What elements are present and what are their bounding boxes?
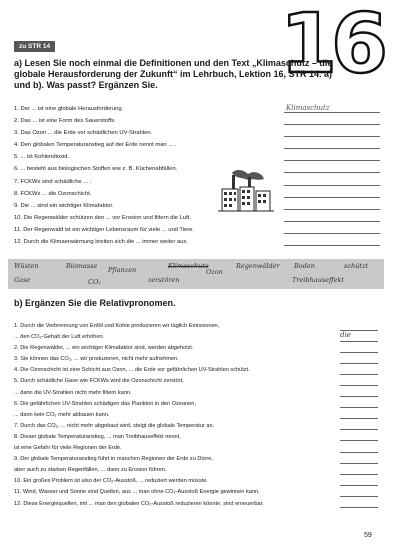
word-item: zerstören — [148, 276, 180, 284]
exercise-row — [14, 321, 394, 332]
exercise-text: ... den CO₂-Gehalt der Luft erhöhen. — [14, 334, 105, 341]
exercise-row — [14, 127, 394, 139]
exercise-row — [14, 487, 394, 498]
answer-line[interactable] — [284, 185, 380, 186]
section-a-title: a) Lesen Sie noch einmal die Definitionen und den Text „Klimaschutz – die globale Herausforderung der Zukunft“ im Lehrbuch, Lektion 16, STR 14. a) und b). Was passt? Ergänzen Sie. — [14, 58, 333, 90]
exercise-row — [14, 465, 394, 476]
exercise-row — [14, 224, 394, 236]
exercise-a-list — [14, 103, 394, 248]
exercise-text: 6. Die gefährlichen UV-Strahlen schädigen das Plankton in den Ozeanen, — [14, 400, 196, 407]
exercise-row — [14, 476, 394, 487]
answer-line[interactable] — [284, 233, 380, 234]
answer-line[interactable] — [340, 485, 378, 486]
word-item: schützt — [344, 262, 368, 270]
exercise-text: 5. ... ist Kohlendioxid. — [14, 154, 70, 161]
exercise-text: ... dann die UV-Strahlen nicht mehr filtern kann. — [14, 389, 132, 396]
answer-line[interactable] — [340, 507, 378, 508]
answer-line[interactable] — [284, 197, 380, 198]
exercise-row — [14, 410, 394, 421]
word-item: Treibhauseffekt — [292, 276, 344, 284]
word-item: Boden — [294, 262, 315, 270]
exercise-row — [14, 365, 394, 376]
answer-line[interactable] — [284, 160, 380, 161]
word-item: Wüsten — [14, 262, 39, 270]
answer-line[interactable] — [340, 474, 378, 475]
exercise-text: 2. Die Regenwälder, ... ein wichtiger Klimafaktor sind, werden abgeholzt. — [14, 345, 194, 352]
exercise-text: 12. Durch die Klimaerwärmung breiten sich die ... immer weiter aus. — [14, 239, 188, 246]
exercise-row — [14, 200, 394, 212]
exercise-row — [14, 421, 394, 432]
exercise-text: aber auch zu starken Regenfällen, ... dann zu Erosion führen. — [14, 467, 167, 474]
answer-line[interactable] — [340, 363, 378, 364]
factory-illustration — [218, 167, 274, 215]
answer-line[interactable] — [284, 209, 380, 210]
exercise-text: 5. Durch schädliche Gase wie FCKWs wird die Ozonschicht zerstört, — [14, 378, 184, 385]
exercise-row — [14, 354, 394, 365]
answer-line[interactable] — [284, 221, 380, 222]
answer-line[interactable] — [340, 352, 378, 353]
exercise-text: 2. Das ... ist eine Form des Sauerstoffs. — [14, 118, 116, 125]
exercise-row — [14, 343, 394, 354]
exercise-row — [14, 139, 394, 151]
exercise-row — [14, 212, 394, 224]
word-item: Biomasse — [66, 262, 98, 270]
exercise-row — [14, 376, 394, 387]
exercise-text: 1. Der ... ist eine globale Herausforderung. — [14, 106, 124, 112]
exercise-text: 1. Durch die Verbrennung von Erdöl und Kohle produzieren wir täglich Emissionen, — [14, 323, 220, 329]
answer-line[interactable] — [284, 245, 380, 246]
exercise-row — [14, 236, 394, 248]
answer-text: Klimaschutz — [286, 104, 330, 112]
reference-badge: zu STR 14 — [14, 41, 55, 52]
exercise-row — [14, 443, 394, 454]
exercise-b-list — [14, 321, 394, 510]
exercise-row — [14, 163, 394, 175]
exercise-text: 9. Der globale Temperaturanstieg führt in manchen Regionen der Erde zu Dürre, — [14, 456, 213, 463]
exercise-text: 4. Den globalen Temperaturanstieg auf der Erde nennt man ... . — [14, 142, 177, 149]
exercise-row — [14, 499, 394, 510]
exercise-text: 7. Durch das CO₂, ... nicht mehr abgebaut wird, steigt die globale Temperatur an. — [14, 422, 215, 429]
exercise-text: ist eine Gefahr für viele Regionen der Erde. — [14, 445, 122, 452]
exercise-text: ... dann kein CO₂ mehr abbauen kann. — [14, 411, 110, 418]
exercise-text: 8. FCKWs ... die Ozonschicht. — [14, 190, 92, 197]
answer-line[interactable] — [340, 374, 378, 375]
answer-line[interactable] — [340, 463, 378, 464]
section-b-title: b) Ergänzen Sie die Relativpronomen. — [14, 298, 176, 308]
exercise-text: 3. Sie können das CO₂, ... wir produzieren, nicht mehr aufnehmen. — [14, 356, 179, 363]
answer-line[interactable] — [284, 148, 380, 149]
exercise-row — [14, 388, 394, 399]
word-item: CO₂ — [88, 278, 101, 286]
exercise-text: 3. Das Ozon ... die Erde vor schädlichen UV-Strahlen. — [14, 130, 153, 137]
answer-line[interactable] — [284, 136, 380, 137]
exercise-text: 6. ... besteht aus biologischen Stoffen wie z. B. Küchenabfällen. — [14, 166, 178, 173]
word-item: Regenwälder — [236, 262, 280, 270]
word-box — [8, 259, 384, 289]
exercise-row — [14, 151, 394, 163]
answer-line[interactable] — [340, 452, 378, 453]
word-item: Klimaschutz — [168, 262, 209, 270]
exercise-row — [14, 399, 394, 410]
exercise-row — [14, 188, 394, 200]
answer-text: die — [340, 331, 351, 340]
word-item: Pflanzen — [108, 266, 137, 274]
exercise-row — [14, 115, 394, 127]
answer-line[interactable] — [340, 429, 378, 430]
answer-line[interactable] — [340, 496, 378, 497]
answer-line[interactable] — [284, 124, 380, 125]
page-number: 59 — [364, 532, 372, 539]
exercise-text: 9. Die ... sind ein wichtiger Klimafaktor. — [14, 202, 114, 209]
exercise-text: 4. Die Ozonschicht ist eine Schicht aus Ozon, ... die Erde vor gefährlichen UV-Strahlen schützt. — [14, 367, 250, 374]
answer-line[interactable] — [284, 172, 380, 173]
exercise-text: 10. Die Regenwälder schützen den ... vor Erosion und filtern die Luft. — [14, 214, 191, 221]
exercise-text: 7. FCKWs sind schädliche ... . — [14, 178, 92, 185]
word-item: Ozon — [206, 268, 223, 276]
exercise-text: 11. Wind, Wasser und Sonne sind Quellen, aus ... man ohne CO₂-Ausstoß Energie gewinnen kann. — [14, 489, 260, 496]
exercise-row — [14, 454, 394, 465]
exercise-row — [14, 332, 394, 343]
exercise-row — [14, 432, 394, 443]
answer-line[interactable] — [340, 396, 378, 397]
unit-number: 16 — [280, 0, 383, 92]
answer-line[interactable] — [340, 418, 378, 419]
exercise-text: 11. Der Regenwald ist ein wichtiger Lebensraum für viele ... und Tiere. — [14, 226, 195, 233]
answer-line[interactable] — [340, 385, 378, 386]
exercise-text: 10. Ein großes Problem ist also der CO₂-Ausstoß, ... reduziert werden müsste. — [14, 478, 208, 485]
exercise-text: 12. Diese Energiequellen, mit ... man den globalen CO₂-Ausstoß reduzieren könnte, sind erneuerbar. — [14, 500, 264, 507]
word-item: Gase — [14, 276, 31, 284]
exercise-row — [14, 103, 394, 115]
exercise-text: 8. Dieser globale Temperaturanstieg, ... man Treibhauseffekt nennt, — [14, 433, 181, 440]
exercise-row — [14, 176, 394, 188]
answer-line[interactable] — [340, 407, 378, 408]
answer-line[interactable] — [340, 440, 378, 441]
